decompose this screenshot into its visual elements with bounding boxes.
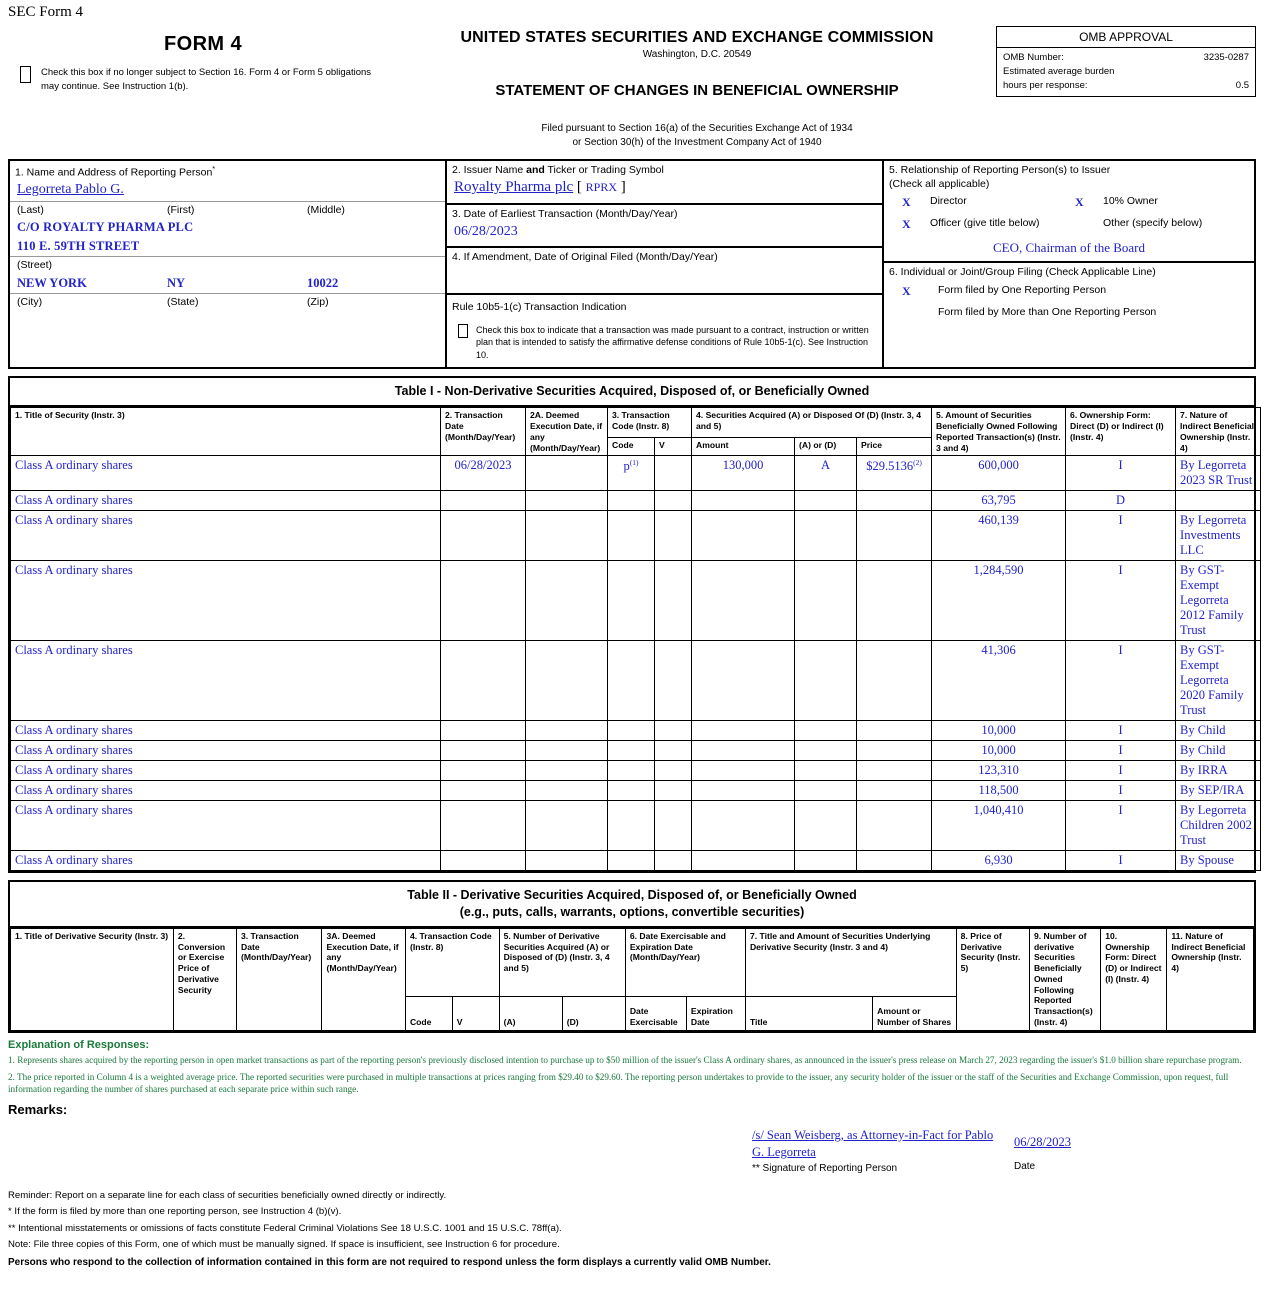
one-reporting-person-label: Form filed by One Reporting Person [938, 283, 1107, 296]
cell-ownership-form: I [1066, 456, 1176, 491]
th2-transaction-date: 3. Transaction Date (Month/Day/Year) [236, 928, 322, 1030]
cell-amount [692, 511, 795, 561]
explanation-items [8, 1054, 1256, 1096]
omb-approval-box [996, 26, 1256, 97]
table-1-title: Table I - Non-Derivative Securities Acquired, Disposed of, or Beneficially Owned [10, 378, 1254, 407]
cell-amount-owned-following: 1,040,410 [932, 801, 1066, 851]
street-line-2: 110 E. 59TH STREET [17, 239, 140, 254]
name-part-labels [10, 201, 445, 218]
agency-heading [398, 21, 996, 149]
box-6-heading: 6. Individual or Joint/Group Filing (Check Applicable Line) [889, 266, 1156, 279]
cell-transaction-code [608, 511, 655, 561]
cell-transaction-code [608, 781, 655, 801]
issuer-name[interactable]: Royalty Pharma plc [454, 178, 574, 195]
cell-transaction-code: $p^{(1)}$ [608, 456, 655, 491]
cell-title-of-security[interactable]: Class A ordinary shares [11, 641, 441, 721]
cell-price [857, 561, 932, 641]
no-longer-subject-checkbox[interactable] [20, 66, 31, 83]
cell-price [857, 801, 932, 851]
cell-amount [692, 851, 795, 871]
signature-date-block [1002, 1127, 1202, 1174]
box-2-issuer [447, 161, 882, 205]
cell-v-flag [655, 761, 692, 781]
th-title-of-security: 1. Title of Security (Instr. 3) [11, 408, 441, 456]
director-mark[interactable]: X [902, 195, 911, 210]
cell-transaction-date [441, 781, 526, 801]
cell-amount-owned-following: 460,139 [932, 511, 1066, 561]
th2-code: Code [405, 996, 452, 1030]
cell-price [857, 761, 932, 781]
cell-v-flag [655, 781, 692, 801]
footer-line-1: Reminder: Report on a separate line for each class of securities beneficially owned directly or indirectly. [8, 1189, 447, 1201]
label-middle: (Middle) [307, 204, 345, 217]
officer-title-value: CEO, Chairman of the Board [993, 240, 1145, 256]
form-number: FORM 4 [164, 33, 242, 55]
table-2-header-row-1 [11, 928, 1254, 996]
th2-date-exercisable: Date Exercisable [625, 996, 686, 1030]
box-1-reporting-person [10, 161, 447, 367]
cell-transaction-date [441, 851, 526, 871]
cell-ownership-form: I [1066, 511, 1176, 561]
cell-transaction-code [608, 491, 655, 511]
cell-price: $29.5136$^{(2)}$ [857, 456, 932, 491]
th-amount: Amount [692, 438, 795, 456]
other-label: Other (specify below) [1103, 217, 1203, 230]
filed-pursuant-text [398, 122, 996, 149]
th2-underlying-amount: Amount or Number of Shares [873, 996, 956, 1030]
cell-transaction-code [608, 801, 655, 851]
cell-acquired-disposed [795, 781, 857, 801]
table-2 [10, 928, 1254, 1031]
cell-title-of-security[interactable]: Class A ordinary shares [11, 561, 441, 641]
th-transaction-date: 2. Transaction Date (Month/Day/Year) [441, 408, 526, 456]
box-2-heading-bold: and [526, 164, 545, 176]
cell-title-of-security[interactable]: Class A ordinary shares [11, 511, 441, 561]
sec-form-label: SEC Form 4 [8, 4, 84, 20]
cell-v-flag [655, 511, 692, 561]
cell-deemed-execution-date [526, 721, 608, 741]
no-longer-subject-row [8, 56, 388, 94]
cell-transaction-date [441, 801, 526, 851]
th2-price-derivative: 8. Price of Derivative Security (Instr. 5) [956, 928, 1029, 1030]
cell-v-flag [655, 641, 692, 721]
cell-title-of-security[interactable]: Class A ordinary shares [11, 741, 441, 761]
agency-name: UNITED STATES SECURITIES AND EXCHANGE COMMISSION [460, 29, 934, 46]
signature-date-caption: Date [1014, 1160, 1036, 1172]
th2-underlying-securities: 7. Title and Amount of Securities Underlying Derivative Security (Instr. 3 and 4) [745, 928, 956, 996]
cell-nature-indirect-ownership[interactable]: By Child [1176, 721, 1261, 741]
omb-number-value: 3235-0287 [1203, 52, 1249, 63]
cell-title-of-security[interactable]: Class A ordinary shares [11, 721, 441, 741]
table-row [11, 781, 1261, 801]
th-securities-acquired-disposed: 4. Securities Acquired (A) or Disposed Of (D) (Instr. 3, 4 and 5) [692, 408, 932, 438]
state-value: NY [167, 276, 186, 291]
remarks-label: Remarks: [8, 1101, 68, 1117]
cell-ownership-form: I [1066, 781, 1176, 801]
th2-underlying-title: Title [745, 996, 872, 1030]
cell-amount [692, 741, 795, 761]
cell-nature-indirect-ownership[interactable]: By Spouse [1176, 851, 1261, 871]
table-2-title-line-2: (e.g., puts, calls, warrants, options, convertible securities) [459, 905, 805, 920]
statement-title: STATEMENT OF CHANGES IN BENEFICIAL OWNERSHIP [495, 82, 899, 99]
cell-nature-indirect-ownership[interactable]: By GST-Exempt Legorreta 2012 Family Trust [1176, 561, 1261, 641]
signature-section [8, 1127, 1256, 1174]
ticker-close-bracket: ] [620, 178, 626, 195]
box-3-earliest-transaction-date [447, 205, 882, 248]
table-row [11, 491, 1261, 511]
cell-transaction-date [441, 561, 526, 641]
form-footer [8, 1188, 1256, 1271]
label-city: (City) [17, 296, 43, 309]
th-price: Price [857, 438, 932, 456]
cell-title-of-security[interactable]: Class A ordinary shares [11, 781, 441, 801]
table-1-body [11, 456, 1261, 871]
cell-price [857, 781, 932, 801]
rule-10b5-1-text: Check this box to indicate that a transaction was made pursuant to a contract, instruction or written plan that is intended to satisfy the affirmative defense conditions of Rule 10b5-1(c). See Instruction 10. [476, 324, 869, 360]
signature-date-value: 06/28/2023 [1014, 1134, 1071, 1149]
cell-nature-indirect-ownership[interactable]: By Legorreta Investments LLC [1176, 511, 1261, 561]
cell-v-flag [655, 456, 692, 491]
director-label: Director [930, 195, 967, 208]
cell-transaction-date: 06/28/2023 [441, 456, 526, 491]
box-2-heading [447, 161, 882, 178]
ten-percent-owner-label: 10% Owner [1103, 195, 1158, 208]
cell-amount-owned-following: 63,795 [932, 491, 1066, 511]
more-reporting-persons-mark[interactable] [902, 306, 938, 318]
box-5-heading-line-1: 5. Relationship of Reporting Person(s) to Issuer [889, 164, 1111, 176]
th-ownership-form: 6. Ownership Form: Direct (D) or Indirect (I) (Instr. 4) [1066, 408, 1176, 456]
label-zip: (Zip) [307, 296, 329, 309]
th2-title-derivative: 1. Title of Derivative Security (Instr. 3) [11, 928, 174, 1030]
rule-10b5-1-checkbox[interactable] [458, 324, 468, 338]
cell-amount-owned-following: 1,284,590 [932, 561, 1066, 641]
cell-transaction-code [608, 641, 655, 721]
box-5-heading [884, 161, 1254, 191]
cell-nature-indirect-ownership[interactable]: By SEP/IRA [1176, 781, 1261, 801]
cell-ownership-form: I [1066, 801, 1176, 851]
agency-address: Washington, D.C. 20549 [642, 49, 752, 60]
cell-title-of-security[interactable]: Class A ordinary shares [11, 801, 441, 851]
cell-amount: 130,000 [692, 456, 795, 491]
cell-deemed-execution-date [526, 561, 608, 641]
table-row [11, 456, 1261, 491]
th2-v: V [452, 996, 499, 1030]
cell-transaction-code [608, 851, 655, 871]
cell-price [857, 511, 932, 561]
cell-amount [692, 801, 795, 851]
cell-acquired-disposed [795, 561, 857, 641]
cell-v-flag [655, 561, 692, 641]
city-value: NEW YORK [17, 276, 87, 291]
footer-line-5: Persons who respond to the collection of information contained in this form are not required to respond unless the form displays a currently valid OMB Number. [8, 1256, 771, 1268]
signature-block [752, 1127, 1002, 1174]
box-2-heading-pre: 2. Issuer Name [452, 164, 527, 176]
omb-title: OMB APPROVAL [997, 27, 1255, 48]
cell-deemed-execution-date [526, 851, 608, 871]
cell-nature-indirect-ownership[interactable]: By GST-Exempt Legorreta 2020 Family Trust [1176, 641, 1261, 721]
cell-amount-owned-following: 123,310 [932, 761, 1066, 781]
footer-line-3: ** Intentional misstatements or omissions of facts constitute Federal Criminal Violations See 18 U.S.C. 1001 and 15 U.S.C. 78ff(a). [8, 1222, 562, 1234]
cell-ownership-form: I [1066, 741, 1176, 761]
omb-number-label: OMB Number: [1003, 52, 1064, 63]
th-code: Code [608, 438, 655, 456]
cell-amount [692, 641, 795, 721]
table-1-container [8, 376, 1256, 873]
cell-deemed-execution-date [526, 641, 608, 721]
city-state-zip-labels [10, 293, 445, 310]
cell-deemed-execution-date [526, 801, 608, 851]
cell-amount [692, 781, 795, 801]
cell-price [857, 721, 932, 741]
cell-amount [692, 721, 795, 741]
box-4-amendment-date [447, 248, 882, 295]
cell-transaction-date [441, 511, 526, 561]
omb-hours-value: 0.5 [1235, 79, 1249, 91]
th-transaction-code: 3. Transaction Code (Instr. 8) [608, 408, 692, 438]
box-1-heading-asterisk: * [212, 164, 216, 173]
table-2-container [8, 880, 1256, 1032]
cell-acquired-disposed [795, 721, 857, 741]
cell-v-flag [655, 721, 692, 741]
cell-title-of-security[interactable]: Class A ordinary shares [11, 456, 441, 491]
cell-deemed-execution-date [526, 761, 608, 781]
cell-price [857, 741, 932, 761]
cell-deemed-execution-date [526, 781, 608, 801]
omb-body [997, 48, 1255, 96]
more-reporting-persons-label: Form filed by More than One Reporting Person [938, 305, 1157, 318]
table-2-title [10, 882, 1254, 928]
th-v: V [655, 438, 692, 456]
cell-title-of-security[interactable]: Class A ordinary shares [11, 851, 441, 871]
explanation-of-responses [8, 1039, 1256, 1096]
zip-value: 10022 [307, 276, 339, 291]
signature-value: /s/ Sean Weisberg, as Attorney-in-Fact for Pablo G. Legorreta [752, 1127, 994, 1159]
box-4-heading: 4. If Amendment, Date of Original Filed (Month/Day/Year) [452, 251, 718, 263]
box-1-heading-text: 1. Name and Address of Reporting Person [15, 166, 213, 179]
cell-ownership-form: D [1066, 491, 1176, 511]
explanation-item-1: 1. Represents shares acquired by the reporting person in open market transactions as part of the reporting person's previously disclosed intention to purchase up to $50 million of the issuer's Class A ordinary shares, as announced in the issuer's press release on March 27, 2023 regarding the issuer's $1.0 billion share repurchase program. [8, 1054, 1242, 1065]
cell-nature-indirect-ownership[interactable]: By Legorreta Children 2002 Trust [1176, 801, 1261, 851]
table-row [11, 561, 1261, 641]
city-state-zip-row [10, 273, 445, 293]
cell-amount-owned-following: 6,930 [932, 851, 1066, 871]
filed-pursuant-line-2: or Section 30(h) of the Investment Company Act of 1940 [572, 136, 822, 148]
table-row [11, 721, 1261, 741]
cell-price [857, 641, 932, 721]
ticker-open-bracket: [ [576, 178, 582, 195]
th-amount-owned-following: 5. Amount of Securities Beneficially Owned Following Reported Transaction(s) (Instr. 3 and 4) [932, 408, 1066, 456]
th2-date-exercisable-expiration: 6. Date Exercisable and Expiration Date (Month/Day/Year) [625, 928, 745, 996]
th2-d: (D) [562, 996, 625, 1030]
relationship-column [884, 161, 1254, 367]
box-3-value: 06/28/2023 [454, 223, 518, 239]
cell-ownership-form: I [1066, 761, 1176, 781]
cell-ownership-form: I [1066, 641, 1176, 721]
cell-amount-owned-following: 10,000 [932, 741, 1066, 761]
document-header [0, 21, 1264, 149]
table-2-title-line-1: Table II - Derivative Securities Acquired, Disposed of, or Beneficially Owned [407, 888, 857, 903]
cell-amount [692, 491, 795, 511]
cell-title-of-security[interactable]: Class A ordinary shares [11, 491, 441, 511]
cell-transaction-date [441, 721, 526, 741]
rule-10b5-1-check-row [452, 315, 877, 364]
th2-expiration-date: Expiration Date [686, 996, 745, 1030]
th2-a: (A) [499, 996, 562, 1030]
cell-price [857, 491, 932, 511]
issuer-and-dates-column [447, 161, 884, 367]
th2-conversion-price: 2. Conversion or Exercise Price of Derivative Security [173, 928, 236, 1030]
cell-acquired-disposed [795, 741, 857, 761]
cell-acquired-disposed [795, 641, 857, 721]
th2-deemed-execution-date: 3A. Deemed Execution Date, if any (Month/Day/Year) [322, 928, 405, 1030]
table-row [11, 761, 1261, 781]
th2-nature-indirect-ownership: 11. Nature of Indirect Beneficial Ownership (Instr. 4) [1167, 928, 1254, 1030]
cell-transaction-date [441, 641, 526, 721]
cell-nature-indirect-ownership [1176, 491, 1261, 511]
box-5-heading-line-2: (Check all applicable) [889, 177, 990, 190]
table-row [11, 851, 1261, 871]
cell-amount-owned-following: 600,000 [932, 456, 1066, 491]
cell-price [857, 851, 932, 871]
issuer-ticker: RPRX [585, 179, 618, 194]
cell-amount-owned-following: 10,000 [932, 721, 1066, 741]
cell-acquired-disposed: A [795, 456, 857, 491]
cell-acquired-disposed [795, 491, 857, 511]
cell-transaction-code [608, 721, 655, 741]
cell-amount [692, 561, 795, 641]
omb-hours-row [1003, 79, 1249, 93]
cell-transaction-code [608, 741, 655, 761]
box-2-heading-post: Ticker or Trading Symbol [544, 164, 664, 176]
officer-mark[interactable]: X [902, 217, 911, 232]
footer-line-2: * If the form is filed by more than one reporting person, see Instruction 4 (b)(v). [8, 1206, 342, 1218]
cell-acquired-disposed [795, 511, 857, 561]
explanation-item-2: 2. The price reported in Column 4 is a weighted average price. The reported securities were purchased in multiple transactions at prices ranging from $29.40 to $29.60. The reporting person undertakes to provide to the issuer, any security holder of the issuer or the staff of the Securities and Exchange Commission, upon request, full information regarding the number of shares purchased at each separate price within such range. [8, 1072, 1229, 1095]
identity-block [8, 159, 1256, 369]
cell-transaction-code [608, 761, 655, 781]
rule-10b5-1-heading: Rule 10b5-1(c) Transaction Indication [452, 301, 627, 313]
th2-number-derivative-securities: 5. Number of Derivative Securities Acquired (A) or Disposed of (D) (Instr. 3, 4 and 5) [499, 928, 625, 996]
cell-ownership-form: I [1066, 561, 1176, 641]
cell-transaction-date [441, 761, 526, 781]
table-row [11, 801, 1261, 851]
relationship-checkboxes [884, 191, 1254, 232]
cell-deemed-execution-date [526, 491, 608, 511]
th2-transaction-code: 4. Transaction Code (Instr. 8) [405, 928, 499, 996]
cell-deemed-execution-date [526, 741, 608, 761]
box-6-filing-type [884, 263, 1254, 323]
signature-caption: ** Signature of Reporting Person [752, 1162, 898, 1174]
footer-line-4: Note: File three copies of this Form, one of which must be manually signed. If space is insufficient, see Instruction 6 for procedure. [8, 1239, 560, 1251]
omb-burden-row [1003, 65, 1249, 79]
th2-number-owned-following: 9. Number of derivative Securities Beneficially Owned Following Reported Transaction(s) (Instr. 4) [1029, 928, 1100, 1030]
box-5-relationship [884, 161, 1254, 263]
th-deemed-execution-date: 2A. Deemed Execution Date, if any (Month/Day/Year) [526, 408, 608, 456]
filing-type-options [884, 280, 1254, 323]
cell-transaction-date [441, 491, 526, 511]
box-3-heading: 3. Date of Earliest Transaction (Month/Day/Year) [452, 208, 678, 220]
cell-deemed-execution-date [526, 511, 608, 561]
cell-amount-owned-following: 41,306 [932, 641, 1066, 721]
ten-percent-owner-mark[interactable]: X [1075, 195, 1084, 210]
table-1 [10, 407, 1261, 871]
cell-v-flag [655, 491, 692, 511]
omb-number-row [1003, 51, 1249, 65]
cell-transaction-code [608, 561, 655, 641]
box-4-value [447, 265, 882, 270]
cell-amount-owned-following: 118,500 [932, 781, 1066, 801]
table-row [11, 511, 1261, 561]
cell-v-flag [655, 851, 692, 871]
cell-nature-indirect-ownership[interactable]: By Legorreta 2023 SR Trust [1176, 456, 1261, 491]
th-a-or-d: (A) or (D) [795, 438, 857, 456]
explanation-heading: Explanation of Responses: [8, 1038, 150, 1051]
cell-title-of-security[interactable]: Class A ordinary shares [11, 761, 441, 781]
table-row [11, 741, 1261, 761]
table-1-header-row-1 [11, 408, 1261, 438]
issuer-value-row [447, 178, 882, 200]
label-first: (First) [167, 204, 195, 217]
omb-burden-label: Estimated average burden [1003, 65, 1115, 77]
officer-label: Officer (give title below) [930, 217, 1040, 230]
cell-nature-indirect-ownership[interactable]: By IRRA [1176, 761, 1261, 781]
cell-amount [692, 761, 795, 781]
one-reporting-person-mark[interactable]: X [902, 283, 911, 298]
cell-nature-indirect-ownership[interactable]: By Child [1176, 741, 1261, 761]
filed-pursuant-line-1: Filed pursuant to Section 16(a) of the Securities Exchange Act of 1934 [541, 123, 853, 134]
box-1-heading [10, 161, 445, 180]
street-line-1: C/O ROYALTY PHARMA PLC [17, 220, 194, 235]
label-street: (Street) [17, 259, 53, 272]
cell-acquired-disposed [795, 761, 857, 781]
label-last: (Last) [17, 204, 44, 217]
cell-deemed-execution-date [526, 456, 608, 491]
cell-transaction-date [441, 741, 526, 761]
cell-v-flag [655, 741, 692, 761]
th2-ownership-form: 10. Ownership Form: Direct (D) or Indirect (I) (Instr. 4) [1101, 928, 1167, 1030]
omb-hours-label: hours per response: [1003, 79, 1088, 91]
cell-acquired-disposed [795, 801, 857, 851]
rule-10b5-1-section [447, 295, 882, 367]
label-state: (State) [167, 296, 199, 309]
reporting-person-name[interactable]: Legorreta Pablo G. [17, 182, 124, 198]
signature-spacer [8, 1127, 752, 1174]
cell-acquired-disposed [795, 851, 857, 871]
cell-ownership-form: I [1066, 851, 1176, 871]
cell-ownership-form: I [1066, 721, 1176, 741]
form-number-column [8, 21, 398, 94]
street-label-row [10, 256, 445, 273]
table-row [11, 641, 1261, 721]
no-longer-subject-label: Check this box if no longer subject to Section 16. Form 4 or Form 5 obligations may continue. See Instruction 1(b). [41, 67, 372, 92]
th-nature-indirect-ownership: 7. Nature of Indirect Beneficial Ownership (Instr. 4) [1176, 408, 1261, 456]
cell-v-flag [655, 801, 692, 851]
